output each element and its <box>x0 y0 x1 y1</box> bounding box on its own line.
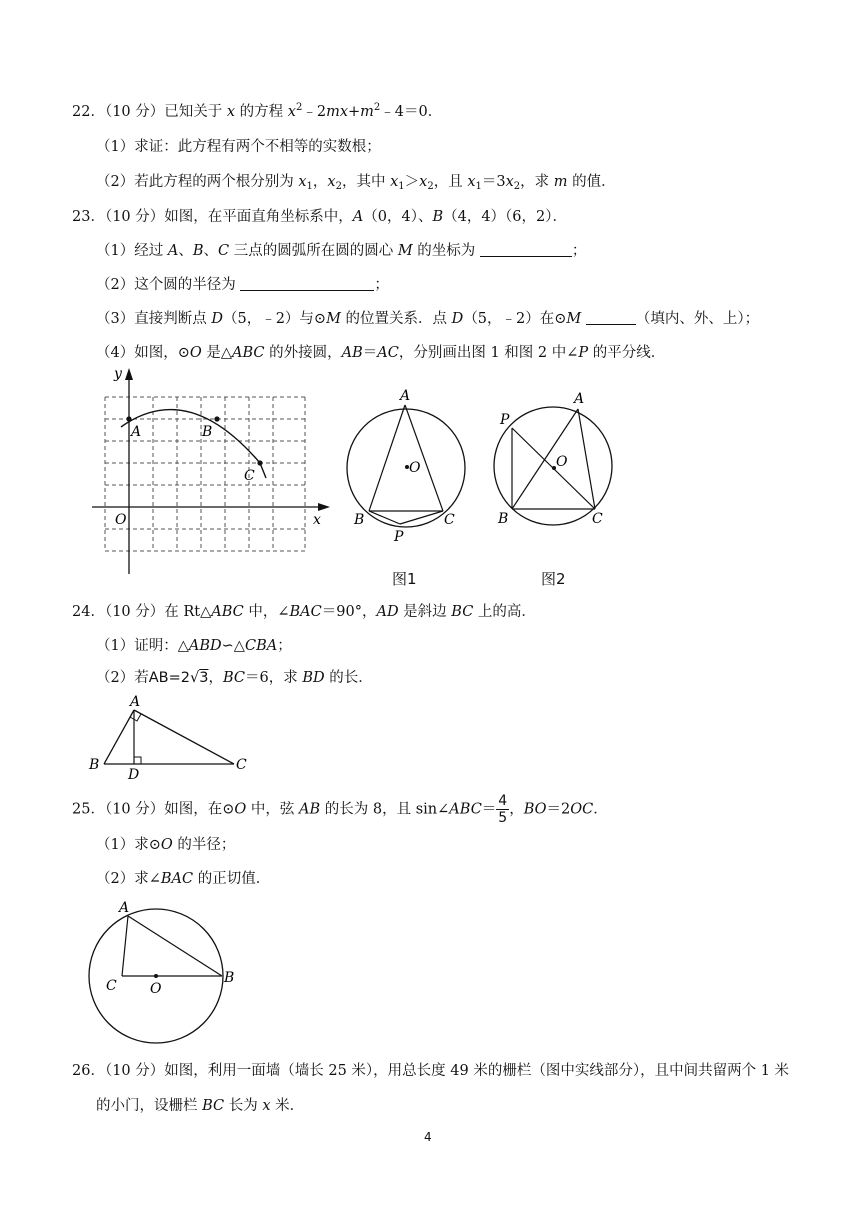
q25-label-a: A <box>119 900 130 916</box>
sine-fraction: $\frac{4}{5}$ <box>498 793 508 826</box>
q25-label-b: B <box>224 970 235 986</box>
grid-label-b: B <box>202 424 213 440</box>
q24-part2: （2）若AB=2√3，BC＝6，求 BD 的长． <box>96 670 373 686</box>
fig2-label-p: P <box>500 412 510 428</box>
q25-label-c: C <box>106 978 117 994</box>
fig1-label-b: B <box>354 512 365 528</box>
right-triangle-figure <box>84 690 254 782</box>
q24-label-a: A <box>130 694 141 710</box>
grid-label-y: y <box>114 366 122 382</box>
q23-part4: （4）如图，⊙O 是△ABC 的外接圆，AB＝AC，分别画出图 1 和图 2 中∠P 的平分线． <box>96 345 666 361</box>
grid-label-a: A <box>131 424 142 440</box>
fig2-label-a: A <box>574 391 585 407</box>
q22-part1: （1）求证：此方程有两个不相等的实数根； <box>96 139 381 155</box>
q26-stem-line2: 的小门，设栅栏 BC 长为 x 米． <box>96 1098 305 1114</box>
q25-stem: 25．（10 分）如图，在⊙O 中，弦 AB 的长为 8，且 sin∠ABC＝ $\frac{4}{5}$ ，BO＝2OC． <box>72 793 608 826</box>
q23-part3: （3）直接判断点 D（5，﹣2）与⊙M 的位置关系．点 D（5，﹣2）在⊙M （填内、外、上）； <box>96 311 760 327</box>
page-number: 4 <box>424 1130 432 1144</box>
q22-stem: 22．（10 分）已知关于 x 的方程 $x^2﹣2mx+m^2﹣4=0$． <box>72 102 443 120</box>
fig1-label-c: C <box>444 512 455 528</box>
q24-part1: （1）证明：△ABD∽△CBA； <box>96 638 292 654</box>
fig1-label-o: O <box>409 460 421 476</box>
q26-stem: 26．（10 分）如图，利用一面墙（墙长 25 米），用总长度 49 米的栅栏（图中实线部分），且中间共留两个 1 米 <box>72 1063 790 1079</box>
chord-circle-figure <box>84 894 244 1044</box>
figure-2-caption: 图2 <box>541 570 566 588</box>
q23-part1: （1）经过 A、B、C 三点的圆弧所在圆的圆心 M 的坐标为 ； <box>96 243 587 259</box>
fig2-label-b: B <box>498 511 509 527</box>
circle-figure-2 <box>488 388 618 538</box>
q24-stem: 24．（10 分）在 Rt△ABC 中，∠BAC＝90°，AD 是斜边 BC 上的高． <box>72 604 536 620</box>
q22-part2: （2）若此方程的两个根分别为 $x_1$，$x_2$，其中 $x_1>x_2$，且 $x_1=3x_2$，求 m 的值． <box>96 174 616 192</box>
figure-1-caption: 图1 <box>392 570 417 588</box>
q24-label-c: C <box>236 757 247 773</box>
q23-part2: （2）这个圆的半径为 ； <box>96 277 389 293</box>
q24-label-b: B <box>89 757 100 773</box>
grid-label-origin: O <box>115 512 127 528</box>
fig2-label-c: C <box>592 511 603 527</box>
fig1-label-p: P <box>394 529 404 544</box>
grid-label-c: C <box>244 468 255 484</box>
q25-part1: （1）求⊙O 的半径； <box>96 837 236 853</box>
grid-label-x: x <box>313 512 321 528</box>
fig2-label-o: O <box>556 454 568 470</box>
answer-blank-position[interactable] <box>586 310 636 325</box>
answer-blank-center[interactable] <box>480 242 572 257</box>
q25-label-o: O <box>150 981 162 997</box>
q25-part2: （2）求∠BAC 的正切值． <box>96 871 271 887</box>
circle-figure-1 <box>340 384 480 544</box>
q24-label-d: D <box>128 767 140 782</box>
coordinate-grid-figure <box>84 364 340 580</box>
fig1-label-a: A <box>400 388 411 404</box>
answer-blank-radius[interactable] <box>240 276 374 291</box>
q23-stem: 23．（10 分）如图，在平面直角坐标系中，A（0，4）、B（4，4）（6，2）． <box>72 209 568 225</box>
